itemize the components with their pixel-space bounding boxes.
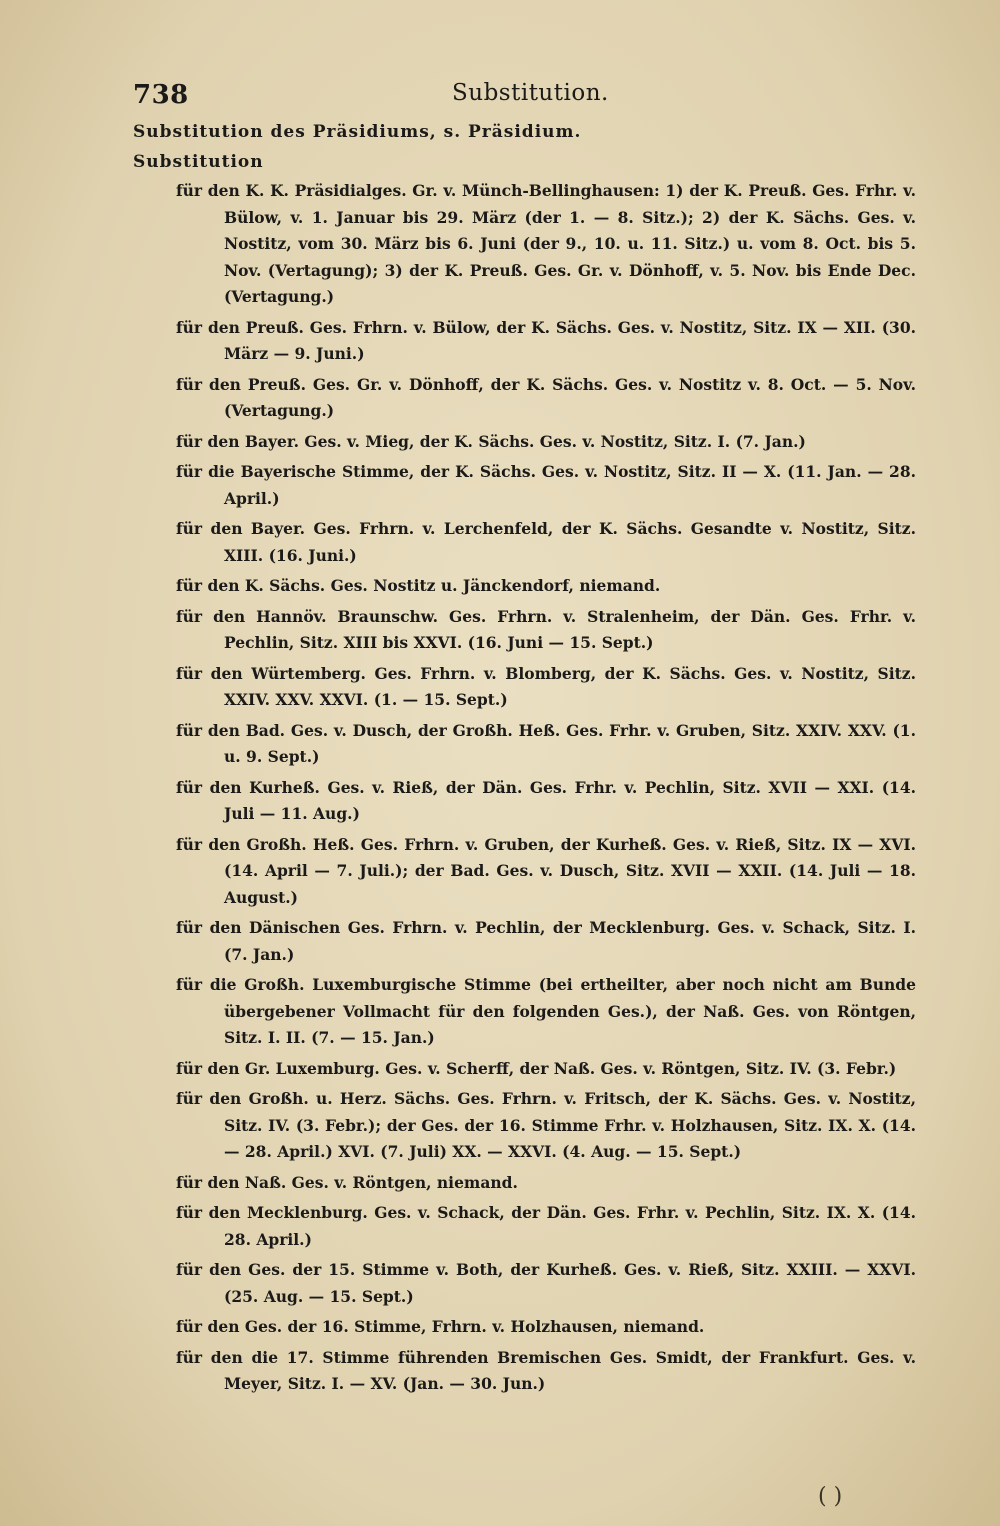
list-item: für den K. Sächs. Ges. Nostitz u. Jänckendorf, niemand. — [176, 576, 661, 595]
list-item: für den Naß. Ges. v. Röntgen, niemand. — [176, 1172, 518, 1192]
list-item: für den Mecklenburg. Ges. v. Schack, der Dän. Ges. Frhr. v. Pechlin, Sitz. IX. X. (14. 28. April.) — [176, 1203, 916, 1249]
list-item: für die Bayerische Stimme, der K. Sächs. Ges. v. Nostitz, Sitz. II — X. (11. Jan. — 28. April.) — [176, 462, 916, 508]
list-item: für den Würtemberg. Ges. Frhrn. v. Blomberg, der K. Sächs. Ges. v. Nostitz, Sitz. XXIV. XXV. XXVI. (1. — 15. Sept.) — [176, 663, 916, 709]
list-item: für den Hannöv. Braunschw. Ges. Frhrn. v. Stralenheim, der Dän. Ges. Frhr. v. Pechlin, Sitz. XIII bis XXVI. (16. Juni — 15. Sept.) — [176, 606, 916, 652]
list-item: für den Kurheß. Ges. v. Rieß, der Dän. Ges. Frhr. v. Pechlin, Sitz. XVII — XXI. (14. Juli — 11. Aug.) — [176, 777, 916, 823]
section-heading: Substitution — [133, 152, 264, 172]
list-item: für den Großh. u. Herz. Sächs. Ges. Frhrn. v. Fritsch, der K. Sächs. Ges. v. Nostitz, Sitz. IV. (3. Febr.); der Ges. der 16. Stimme Frhr. v. Holzhausen, Sitz. IX. X. (14. — 28. April.) XVI. (7. Juli) XX. — XXVI. (4. Aug. — 15. Sept.) — [176, 1089, 916, 1161]
list-item: für den Preuß. Ges. Frhrn. v. Bülow, der K. Sächs. Ges. v. Nostitz, Sitz. IX — XII. (30. März — 9. Juni.) — [176, 317, 916, 363]
list-item: für die Großh. Luxemburgische Stimme (bei ertheilter, aber noch nicht am Bunde übergebener Vollmacht für den folgenden Ges.), der Naß. Ges. von Röntgen, Sitz. I. II. (7. — 15. Jan.) — [176, 975, 916, 1047]
list-item: für den Bad. Ges. v. Dusch, der Großh. Heß. Ges. Frhr. v. Gruben, Sitz. XXIV. XXV. (1. u. 9. Sept.) — [176, 720, 916, 766]
section-heading: Substitution des Präsidiums, s. Präsidium. — [133, 122, 582, 142]
running-title: Substitution. — [452, 80, 609, 106]
list-item: für den Preuß. Ges. Gr. v. Dönhoff, der K. Sächs. Ges. v. Nostitz v. 8. Oct. — 5. Nov. (Vertagung.) — [176, 374, 916, 420]
list-item: für den Ges. der 15. Stimme v. Both, der Kurheß. Ges. v. Rieß, Sitz. XXIII. — XXVI. (25. Aug. — 15. Sept.) — [176, 1260, 916, 1306]
list-item: für den Bayer. Ges. v. Mieg, der K. Sächs. Ges. v. Nostitz, Sitz. I. (7. Jan.) — [176, 431, 806, 451]
list-item: für den Großh. Heß. Ges. Frhrn. v. Gruben, der Kurheß. Ges. v. Rieß, Sitz. IX — XVI. (14. April — 7. Juli.); der Bad. Ges. v. Dusch, Sitz. XVII — XXII. (14. Juli — 18. August.) — [176, 834, 916, 907]
substitution-list — [176, 178, 916, 1402]
list-item: für den K. K. Präsidialges. Gr. v. Münch-Bellinghausen: 1) der K. Preuß. Ges. Frhr. v. Bülow, v. 1. Januar bis 29. März (der 1. — 8. Sitz.); 2) der K. Sächs. Ges. v. Nostitz, vom 30. März bis 6. Juni (der 9., 10. u. 11. Sitz.) u. vom 8. Oct. bis 5. Nov. (Vertagung); 3) der K. Preuß. Ges. Gr. v. Dönhoff, v. 5. Nov. bis Ende Dec. (Vertagung.) — [176, 181, 916, 306]
margin-marks: ( ) — [818, 1484, 843, 1509]
list-item: für den Dänischen Ges. Frhrn. v. Pechlin, der Mecklenburg. Ges. v. Schack, Sitz. I. (7. Jan.) — [176, 918, 916, 964]
list-item: für den Gr. Luxemburg. Ges. v. Scherff, der Naß. Ges. v. Röntgen, Sitz. IV. (3. Febr.) — [176, 1058, 897, 1078]
page-number: 738 — [133, 80, 189, 110]
list-item: für den die 17. Stimme führenden Bremischen Ges. Smidt, der Frankfurt. Ges. v. Meyer, Sitz. I. — XV. (Jan. — 30. Jun.) — [176, 1347, 916, 1393]
list-item: für den Bayer. Ges. Frhrn. v. Lerchenfeld, der K. Sächs. Gesandte v. Nostitz, Sitz. XIII. (16. Juni.) — [176, 519, 916, 565]
list-item: für den Ges. der 16. Stimme, Frhrn. v. Holzhausen, niemand. — [176, 1317, 705, 1336]
